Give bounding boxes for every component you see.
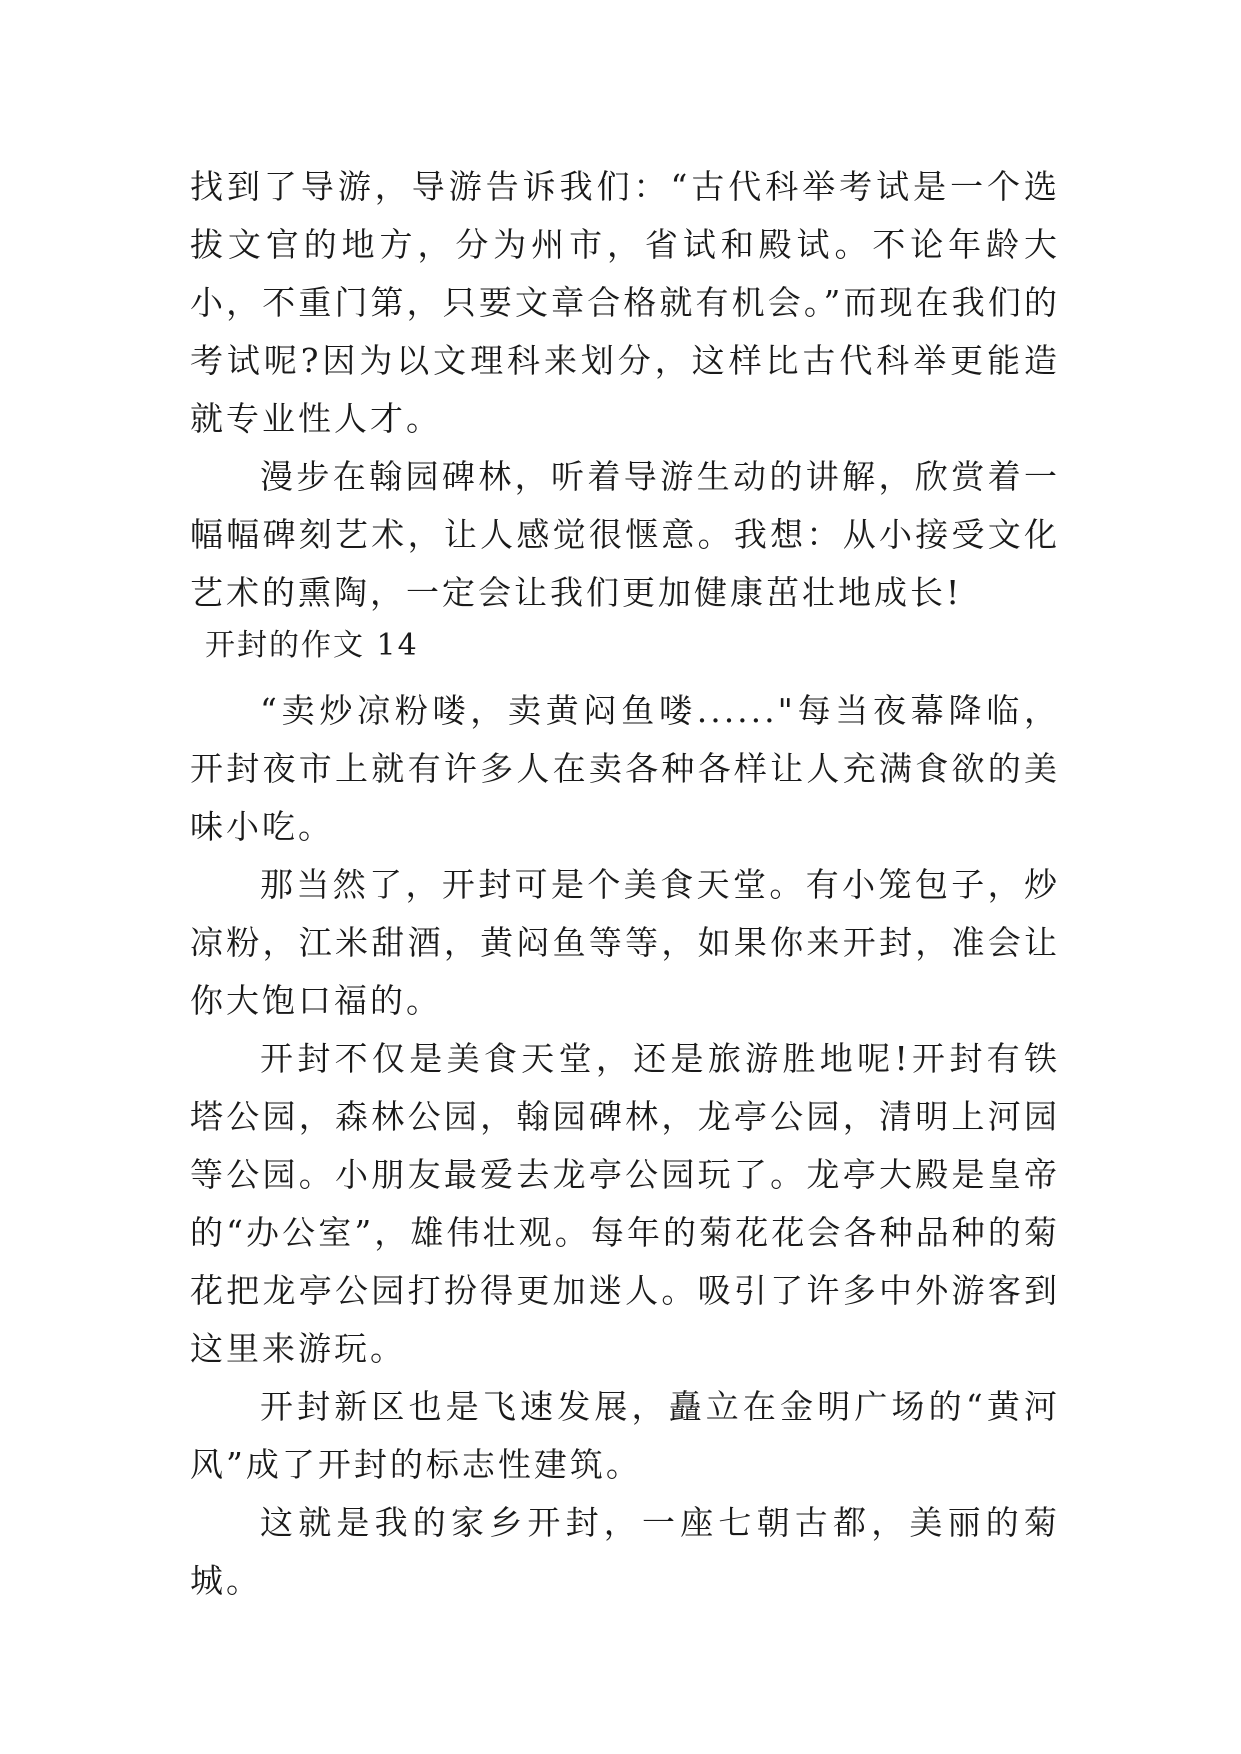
paragraph: 这就是我的家乡开封，一座七朝古都，美丽的菊城。 [190,1503,1060,1600]
essay-heading: 开封的作文 14 [205,628,419,663]
essay-continuation [190,158,1060,622]
paragraph: 那当然了，开封可是个美食天堂。有小笼包子，炒凉粉，江米甜酒，黄闷鱼等等，如果你来开封，准会让你大饱口福的。 [190,865,1060,1020]
paragraph: “卖炒凉粉喽，卖黄闷鱼喽......"每当夜幕降临，开封夜市上就有许多人在卖各种各样让人充满食欲的美味小吃。 [190,691,1060,846]
paragraph: 开封新区也是飞速发展，矗立在金明广场的“黄河风”成了开封的标志性建筑。 [190,1387,1060,1484]
paragraph: 开封不仅是美食天堂，还是旅游胜地呢!开封有铁塔公园，森林公园，翰园碑林，龙亭公园，清明上河园等公园。小朋友最爱去龙亭公园玩了。龙亭大殿是皇帝的“办公室”，雄伟壮观。每年的菊花花会各种品种的菊花把龙亭公园打扮得更加迷人。吸引了许多中外游客到这里来游玩。 [190,1039,1060,1368]
essay-body [190,682,1060,1610]
paragraph: 找到了导游，导游告诉我们：“古代科举考试是一个选拔文官的地方，分为州市，省试和殿试。不论年龄大小，不重门第，只要文章合格就有机会。”而现在我们的考试呢?因为以文理科来划分，这样比古代科举更能造就专业性人才。 [190,167,1060,438]
paragraph: 漫步在翰园碑林，听着导游生动的讲解，欣赏着一幅幅碑刻艺术，让人感觉很惬意。我想：从小接受文化艺术的熏陶，一定会让我们更加健康茁壮地成长! [190,457,1060,612]
